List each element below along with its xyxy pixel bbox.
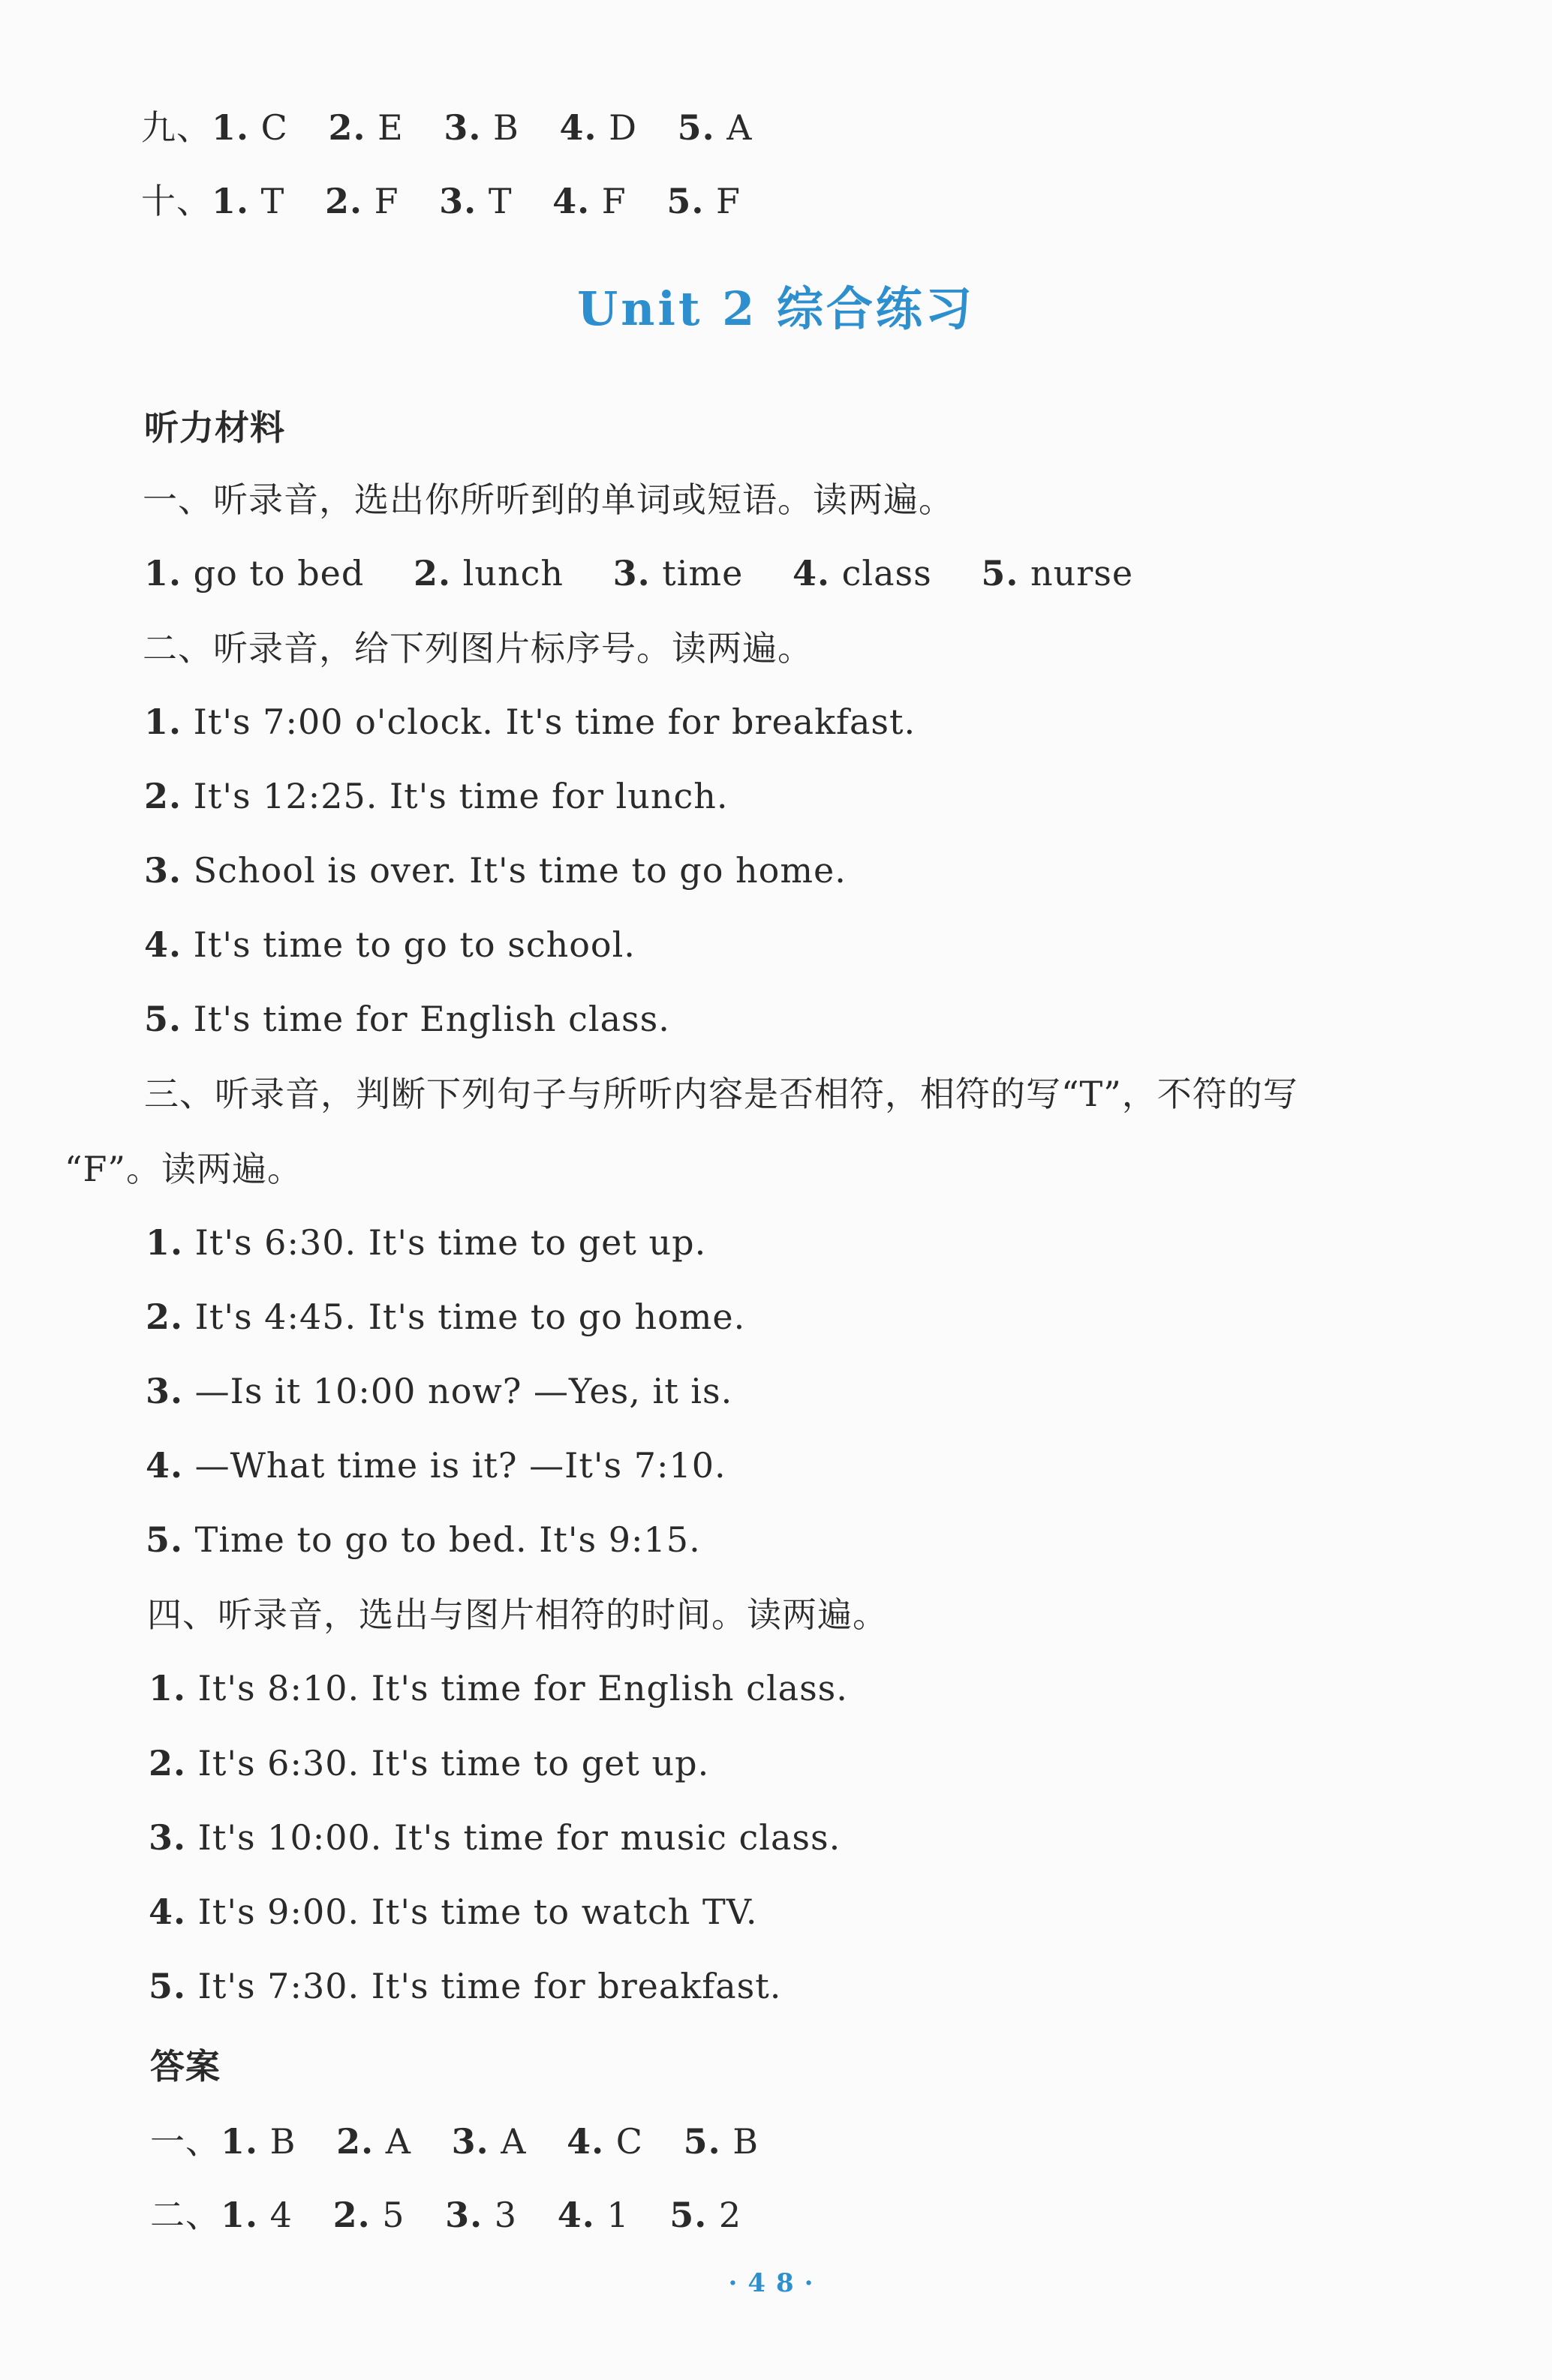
answer-item: 3. A bbox=[451, 2121, 527, 2162]
sentence: 3. It's 10:00. It's time for music class. bbox=[149, 1817, 841, 1858]
answer-item: 2. 5 bbox=[332, 2195, 405, 2235]
answer-item: 4. F bbox=[552, 181, 627, 221]
answer-item: 5. A bbox=[677, 107, 753, 148]
section-3-instruction: 三、听录音，判断下列句子与所听内容是否相符，相符的写“T”，不符的写 bbox=[144, 1074, 1298, 1114]
answer-row-10 bbox=[141, 179, 741, 224]
page-number: ·48· bbox=[728, 2268, 824, 2298]
section-1-items bbox=[144, 551, 1133, 596]
answer-row-prefix: 二、 bbox=[150, 2195, 221, 2235]
answer-item: 2. A bbox=[336, 2121, 411, 2162]
word-item: 2. lunch bbox=[413, 553, 564, 593]
answer-item: 1. T bbox=[212, 181, 285, 221]
sentence: 4. —What time is it? —It's 7:10. bbox=[146, 1445, 726, 1486]
sentence: 1. It's 7:00 o'clock. It's time for breakfast. bbox=[144, 702, 916, 742]
sentence: 2. It's 6:30. It's time to get up. bbox=[149, 1743, 710, 1783]
sentence: 2. It's 4:45. It's time to go home. bbox=[146, 1297, 746, 1337]
answer-item: 4. 1 bbox=[557, 2195, 630, 2235]
word-item: 3. time bbox=[612, 553, 744, 593]
answer-row-prefix: 九、 bbox=[141, 107, 212, 148]
word-item: 5. nurse bbox=[981, 553, 1134, 593]
answer-item: 1. B bbox=[221, 2121, 296, 2162]
answer-item: 3. B bbox=[444, 107, 519, 148]
answer-item: 5. 2 bbox=[669, 2195, 742, 2235]
answer-item: 3. T bbox=[439, 181, 513, 221]
answer-item: 4. C bbox=[567, 2121, 643, 2162]
answer-item: 1. 4 bbox=[221, 2195, 293, 2235]
answer-item: 5. B bbox=[683, 2121, 759, 2162]
word-item: 1. go to bed bbox=[144, 553, 365, 593]
sentence: 2. It's 12:25. It's time for lunch. bbox=[144, 776, 729, 816]
answer-row-prefix: 一、 bbox=[150, 2121, 221, 2162]
section-4-instruction: 四、听录音，选出与图片相符的时间。读两遍。 bbox=[147, 1594, 888, 1635]
listening-heading: 听力材料 bbox=[144, 407, 285, 448]
sentence: 5. It's time for English class. bbox=[144, 999, 670, 1039]
answer-row-2 bbox=[150, 2192, 741, 2237]
sentence: 3. —Is it 10:00 now? —Yes, it is. bbox=[146, 1371, 733, 1411]
section-3-instruction-cont: “F”。读两遍。 bbox=[65, 1149, 302, 1189]
answer-row-9 bbox=[141, 105, 753, 150]
sentence: 3. School is over. It's time to go home. bbox=[144, 850, 847, 891]
answer-item: 1. C bbox=[212, 107, 288, 148]
sentence: 4. It's 9:00. It's time to watch TV. bbox=[149, 1892, 758, 1932]
sentence: 5. Time to go to bed. It's 9:15. bbox=[146, 1519, 701, 1560]
answer-row-prefix: 十、 bbox=[141, 181, 212, 221]
unit-title: Unit 2 综合练习 bbox=[577, 281, 975, 336]
answer-item: 2. F bbox=[324, 181, 399, 221]
section-2-instruction: 二、听录音，给下列图片标序号。读两遍。 bbox=[143, 628, 813, 669]
sentence: 5. It's 7:30. It's time for breakfast. bbox=[149, 1966, 782, 2006]
section-1-instruction: 一、听录音，选出你所听到的单词或短语。读两遍。 bbox=[143, 479, 954, 520]
answer-row-1 bbox=[150, 2119, 759, 2164]
answer-item: 4. D bbox=[559, 107, 637, 148]
word-item: 4. class bbox=[792, 553, 932, 593]
answer-item: 5. F bbox=[666, 181, 741, 221]
sentence: 1. It's 6:30. It's time to get up. bbox=[146, 1222, 707, 1263]
page-number-value: 48 bbox=[747, 2268, 805, 2298]
answers-heading: 答案 bbox=[150, 2046, 221, 2087]
sentence: 1. It's 8:10. It's time for English class. bbox=[149, 1668, 848, 1708]
sentence: 4. It's time to go to school. bbox=[144, 924, 636, 965]
answer-item: 2. E bbox=[328, 107, 404, 148]
answer-item: 3. 3 bbox=[445, 2195, 518, 2235]
